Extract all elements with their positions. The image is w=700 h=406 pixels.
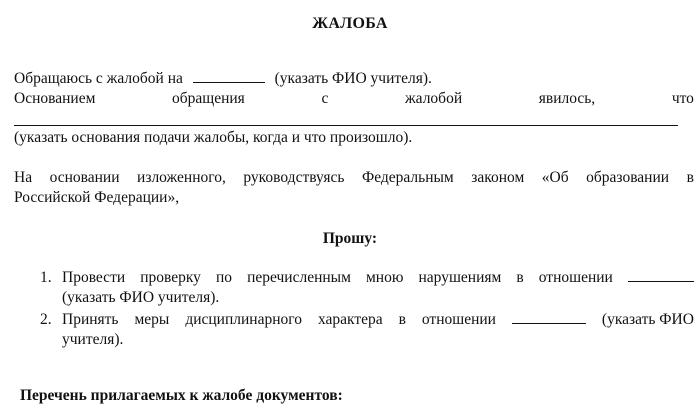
item-word: отношении: [538, 269, 613, 286]
document-title: ЖАЛОБА: [312, 15, 388, 32]
request-heading: Прошу:: [322, 230, 378, 247]
reason-blank-line: [14, 125, 678, 126]
item-hint: (указать ФИО: [601, 311, 694, 328]
para2-word: «Об: [541, 169, 569, 186]
item-1-line2: (указать ФИО учителя).: [62, 289, 220, 306]
para1-line2: [14, 89, 694, 109]
item-word: отношении: [421, 311, 496, 328]
item-word: дисциплинарного: [185, 311, 302, 328]
item-word: по: [215, 269, 233, 286]
para2-word: руководствуясь: [243, 169, 345, 186]
para1-line1-hint: (указать ФИО учителя).: [274, 70, 432, 87]
para2-line2: Российской Федерации»,: [14, 189, 180, 206]
item-2-line1: [62, 310, 694, 330]
teacher-name-blank: [628, 268, 694, 282]
item-number: 2.: [40, 311, 52, 328]
para1-line3: (указать основания подачи жалобы, когда и что произошло).: [14, 129, 413, 146]
para1-line1-text: Обращаюсь с жалобой на: [14, 70, 183, 87]
item-word: в: [516, 269, 524, 286]
para2-word: законом: [471, 169, 525, 186]
item-word: Провести: [62, 269, 126, 286]
para1-word: обращения: [172, 90, 245, 107]
para2-word: Федеральным: [361, 169, 454, 186]
item-word: проверку: [140, 269, 201, 286]
item-word: Принять: [62, 311, 119, 328]
para2-word: образовании: [586, 169, 670, 186]
item-number: 1.: [40, 269, 52, 286]
item-1-line1: [62, 268, 694, 288]
para2-word: На: [14, 169, 33, 186]
teacher-name-blank: [193, 69, 265, 83]
para1-word: жалобой: [404, 90, 463, 107]
request-item-1: [40, 268, 694, 308]
item-word: меры: [134, 311, 170, 328]
para1-word: Основанием: [14, 90, 96, 107]
para2-word: основании: [49, 169, 120, 186]
para1-word: явилось,: [538, 90, 596, 107]
para2-word: изложенного,: [137, 169, 226, 186]
item-word: мною: [365, 269, 404, 286]
teacher-name-blank: [512, 310, 586, 324]
para1-line1: [14, 69, 432, 89]
para2-word: в: [686, 169, 694, 186]
para1-word: с: [321, 90, 329, 107]
item-word: нарушениям: [418, 269, 502, 286]
para2-line1: [14, 168, 694, 188]
item-word: перечисленным: [247, 269, 351, 286]
attachments-heading: Перечень прилагаемых к жалобе документов:: [20, 387, 343, 404]
item-word: характера: [317, 311, 383, 328]
item-2-line2: учителя).: [62, 331, 124, 348]
request-item-2: [40, 310, 694, 350]
para1-word: что: [671, 90, 694, 107]
item-word: в: [398, 311, 406, 328]
